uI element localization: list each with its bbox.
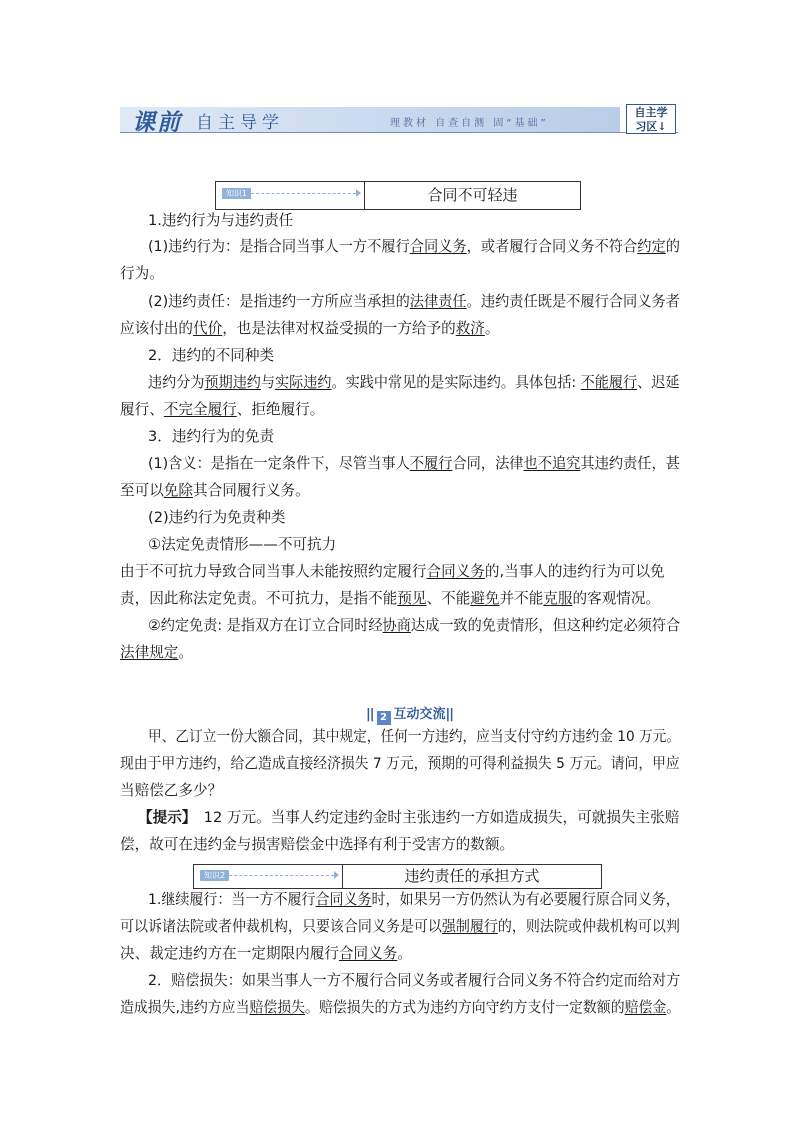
- underlined-term: 法律规定: [120, 644, 179, 661]
- text: 违约分为: [148, 374, 205, 391]
- text: 达成一致的免责情形，但这种约定必须符合: [410, 617, 681, 634]
- tag-dash-line: [224, 875, 334, 876]
- underlined-term: 也不追究: [523, 455, 581, 472]
- section-tag: 知识2: [200, 870, 229, 881]
- interaction-label: 互动交流: [393, 707, 446, 722]
- text: 造成损失,违约方应当: [120, 999, 250, 1016]
- paragraph: [120, 264, 164, 284]
- text: 。违约责任既是不履行合同义务者: [466, 293, 680, 310]
- underlined-term: 协商: [382, 617, 411, 634]
- text: 。赔偿损失的方式为违约方向守约方支付一定数额的: [305, 999, 625, 1016]
- section-tag: 知识1: [222, 188, 251, 199]
- text: 应该付出的: [120, 320, 193, 337]
- text: 偿，故可在违约金与损害赔偿金中选择有利于受害方的数额。: [120, 836, 515, 853]
- text: 。: [666, 999, 681, 1016]
- text: 。实践中常见的是实际违约。具体包括:: [331, 374, 581, 391]
- text: 的客观情况。: [572, 590, 661, 607]
- underlined-term: 克服: [543, 590, 573, 607]
- underlined-term: 约定: [637, 238, 666, 255]
- text: 由于不可抗力导致合同当事人未能按照约定履行: [120, 563, 427, 580]
- text: 可以诉诸法院或者仲裁机构，只要该合同义务是可以: [120, 918, 442, 935]
- section-box-2: [193, 864, 602, 889]
- section-tag-cell: [194, 865, 343, 888]
- tag-dash-line: [246, 193, 356, 194]
- text: 。: [397, 945, 412, 962]
- paragraph: [120, 481, 310, 501]
- paragraph: [148, 346, 274, 366]
- text: 、不能: [426, 590, 471, 607]
- underlined-term: 合同义务: [315, 891, 372, 908]
- section-title: 合同不可轻违: [427, 186, 518, 204]
- text: 。: [178, 644, 193, 661]
- text: ，也是法律对权益受损的一方给予的: [222, 320, 456, 337]
- paragraph: [120, 643, 193, 663]
- paragraph: [148, 890, 680, 910]
- question-line: [120, 754, 680, 774]
- text: 的，则法院或仲裁机构可以判: [497, 918, 680, 935]
- answer-line: [120, 835, 514, 855]
- paragraph: [148, 508, 285, 528]
- bar-left: ||: [366, 707, 374, 722]
- text: 2．赔偿损失：如果当事人一方不履行合同义务或者履行合同义务不符合约定而给对方: [148, 972, 681, 989]
- header-badge: [626, 104, 676, 134]
- text: 其合同履行义务。: [193, 482, 310, 499]
- underlined-term: 避免: [470, 590, 500, 607]
- header-subtitle: 理教材 自查自测 固“基础”: [390, 118, 549, 129]
- text: 的,当事人的违约行为可以免: [484, 563, 665, 580]
- underlined-term: 不履行: [409, 455, 453, 472]
- underlined-term: 救济: [455, 320, 485, 337]
- text: 现由于甲方违约，给乙造成直接经济损失 7 万元，预期的可得利益损失 5 万元。请问，甲应: [120, 755, 680, 772]
- text: 与: [260, 374, 276, 391]
- text: (1)含义：是指在一定条件下，尽管当事人: [148, 455, 410, 472]
- text: 2．违约的不同种类: [148, 347, 275, 364]
- bar-right: ||: [445, 707, 454, 722]
- header-title-sub: 自主导学: [196, 113, 284, 133]
- underlined-term: 不能履行: [580, 374, 638, 391]
- paragraph: [148, 616, 680, 636]
- text: 并不能: [499, 590, 544, 607]
- underlined-term: 赔偿损失: [249, 999, 306, 1016]
- text: 、迟延: [637, 374, 680, 391]
- underlined-term: 不完全履行: [163, 401, 237, 418]
- paragraph: [148, 292, 680, 312]
- section-box-1: [215, 181, 581, 210]
- text: ，或者履行合同义务不符合: [466, 238, 638, 255]
- text: 12 万元。当事人约定违约金时主张违约一方如造成损失，可就损失主张赔: [189, 809, 680, 826]
- text: (2)违约责任：是指违约一方所应当承担的: [148, 293, 410, 310]
- underlined-term: 合同义务: [409, 238, 467, 255]
- arrow-right-icon: [334, 871, 339, 879]
- paragraph: [148, 971, 680, 991]
- paragraph: [148, 211, 293, 231]
- text: 3．违约行为的免责: [148, 428, 275, 445]
- arrow-down-icon: ↓: [657, 120, 667, 133]
- text: ②约定免责: 是指双方在订立合同时经: [148, 617, 383, 634]
- text: 其违约责任，甚: [580, 455, 680, 472]
- text: (1)违约行为：是指合同当事人一方不履行: [148, 238, 410, 255]
- paragraph: [120, 562, 665, 582]
- paragraph: [148, 237, 680, 257]
- text: 行为。: [120, 265, 164, 282]
- text: 甲、乙订立一份大额合同，其中规定，任何一方违约，应当支付守约方违约金 10 万元。: [148, 728, 681, 745]
- interaction-heading: [366, 703, 453, 725]
- paragraph: [120, 917, 680, 937]
- arrow-right-icon: [356, 189, 361, 197]
- paragraph: [120, 400, 324, 420]
- text: (2)违约行为免责种类: [148, 509, 286, 526]
- header-title-main: 课前: [132, 109, 182, 136]
- text: 。: [484, 320, 500, 337]
- underlined-term: 代价: [192, 320, 223, 337]
- text: 的: [665, 238, 680, 255]
- badge-line1: 自主学: [634, 106, 668, 119]
- paragraph: [120, 998, 680, 1018]
- underlined-term: 合同义务: [426, 563, 485, 580]
- text: 当赔偿乙多少？: [120, 782, 223, 799]
- hint-label: 【提示】: [138, 809, 190, 826]
- section-tag-cell: [216, 182, 365, 209]
- underlined-term: 预期违约: [204, 374, 261, 391]
- badge-line2-text: 习区: [635, 120, 658, 133]
- paragraph: [120, 944, 412, 964]
- question-line: [120, 781, 222, 801]
- section-title: 违约责任的承担方式: [404, 867, 540, 885]
- badge-line2: [627, 120, 675, 134]
- paragraph: [120, 589, 660, 609]
- paragraph: [120, 319, 500, 339]
- text: 1.继续履行：当一方不履行: [148, 891, 316, 908]
- underlined-term: 法律责任: [409, 293, 467, 310]
- text: 履行、: [120, 401, 164, 418]
- paragraph: [148, 454, 680, 474]
- text: 1.违约行为与违约责任: [148, 212, 294, 229]
- number-badge: 2: [377, 711, 391, 725]
- text: 至可以: [120, 482, 164, 499]
- text: 、拒绝履行。: [236, 401, 325, 418]
- paragraph: [148, 427, 274, 447]
- paragraph: [148, 373, 679, 393]
- answer-line: [138, 808, 679, 828]
- paragraph: [148, 535, 336, 555]
- underlined-term: 强制履行: [441, 918, 498, 935]
- underlined-term: 实际违约: [275, 374, 332, 391]
- text: 责，因此称法定免责。不可抗力，是指不能: [120, 590, 398, 607]
- underlined-term: 免除: [163, 482, 193, 499]
- question-line: [148, 727, 680, 747]
- text: 决、裁定违约方在一定期限内履行: [120, 945, 339, 962]
- text: 合同，法律: [452, 455, 524, 472]
- underlined-term: 赔偿金: [624, 999, 667, 1016]
- underlined-term: 预见: [397, 590, 427, 607]
- underlined-term: 合同义务: [338, 945, 398, 962]
- text: 时，如果另一方仍然认为有必要履行原合同义务，: [371, 891, 680, 908]
- text: ①法定免责情形——不可抗力: [148, 536, 337, 553]
